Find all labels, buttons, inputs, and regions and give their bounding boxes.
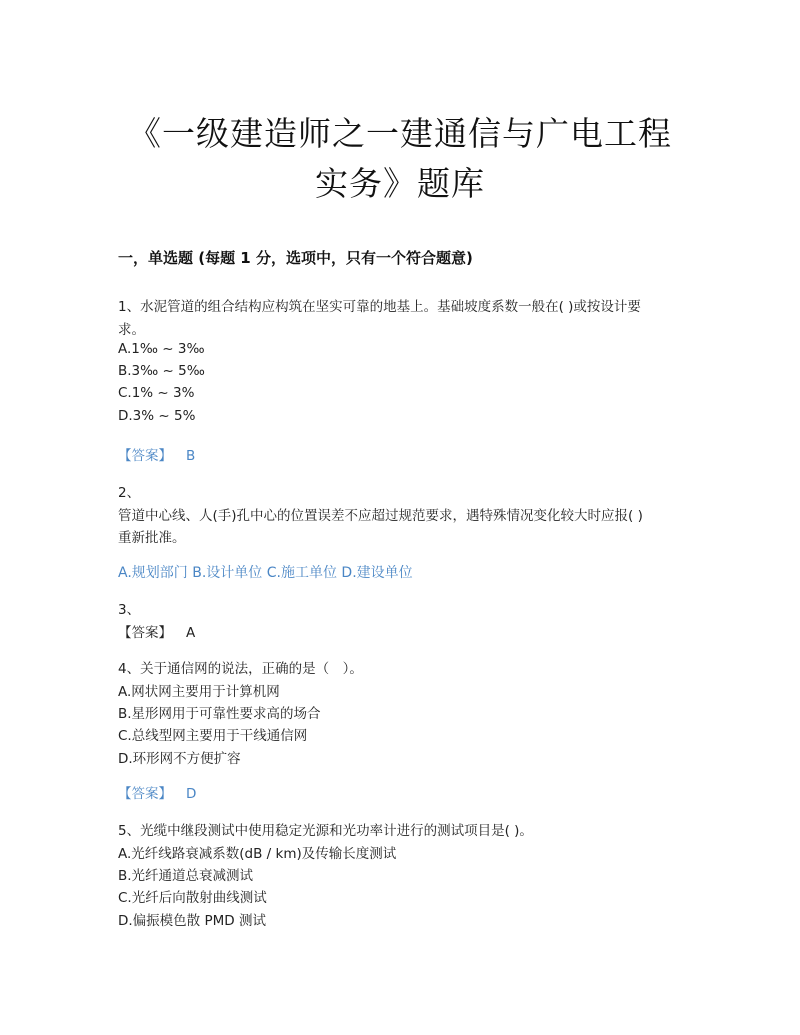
question-1-text-cont: 求。 [118,322,145,338]
question-1-option-b: B.3‰ ~ 5‰ [118,363,205,379]
question-3-number: 3、 [118,602,141,618]
answer-value: B [186,448,196,464]
question-2-options: A.规划部门 B.设计单位 C.施工单位 D.建设单位 [118,565,413,581]
question-1-answer [118,444,195,464]
question-1-option-d: D.3% ~ 5% [118,408,196,424]
answer-label: 【答案】 [118,625,172,641]
document-title-line-1: 《一级建造师之一建通信与广电工程 [128,114,672,153]
answer-value: A [186,625,196,641]
question-5-option-a: A.光纤线路衰减系数(dB / km)及传输长度测试 [118,846,397,862]
question-1-text: 1、水泥管道的组合结构应构筑在坚实可靠的地基上。基础坡度系数一般在( )或按设计要 [118,299,641,315]
section-heading: 一，单选题 (每题 1 分，选项中，只有一个符合题意) [118,249,473,267]
question-1-option-c: C.1% ~ 3% [118,385,195,401]
question-4-option-d: D.环形网不方便扩容 [118,751,241,767]
question-5-option-b: B.光纤通道总衰减测试 [118,868,254,884]
question-5-option-c: C.光纤后向散射曲线测试 [118,890,267,906]
answer-label: 【答案】 [118,786,172,802]
question-4-answer [118,782,196,802]
question-4-option-a: A.网状网主要用于计算机网 [118,684,280,700]
question-5-option-d: D.偏振模色散 PMD 测试 [118,913,266,929]
document-title-line-2: 实务》题库 [315,164,485,203]
question-2-number: 2、 [118,485,141,501]
question-4-text: 4、关于通信网的说法，正确的是（ ）。 [118,661,363,677]
question-4-option-b: B.星形网用于可靠性要求高的场合 [118,706,321,722]
question-2-text-cont: 重新批准。 [118,530,186,546]
answer-label: 【答案】 [118,448,172,464]
question-5-text: 5、光缆中继段测试中使用稳定光源和光功率计进行的测试项目是( )。 [118,823,533,839]
question-4-option-c: C.总线型网主要用于干线通信网 [118,728,308,744]
question-3-answer [118,621,195,641]
question-1-option-a: A.1‰ ~ 3‰ [118,341,205,357]
question-2-text: 管道中心线、人(手)孔中心的位置误差不应超过规范要求，遇特殊情况变化较大时应报( ) [118,508,643,524]
answer-value: D [186,786,197,802]
